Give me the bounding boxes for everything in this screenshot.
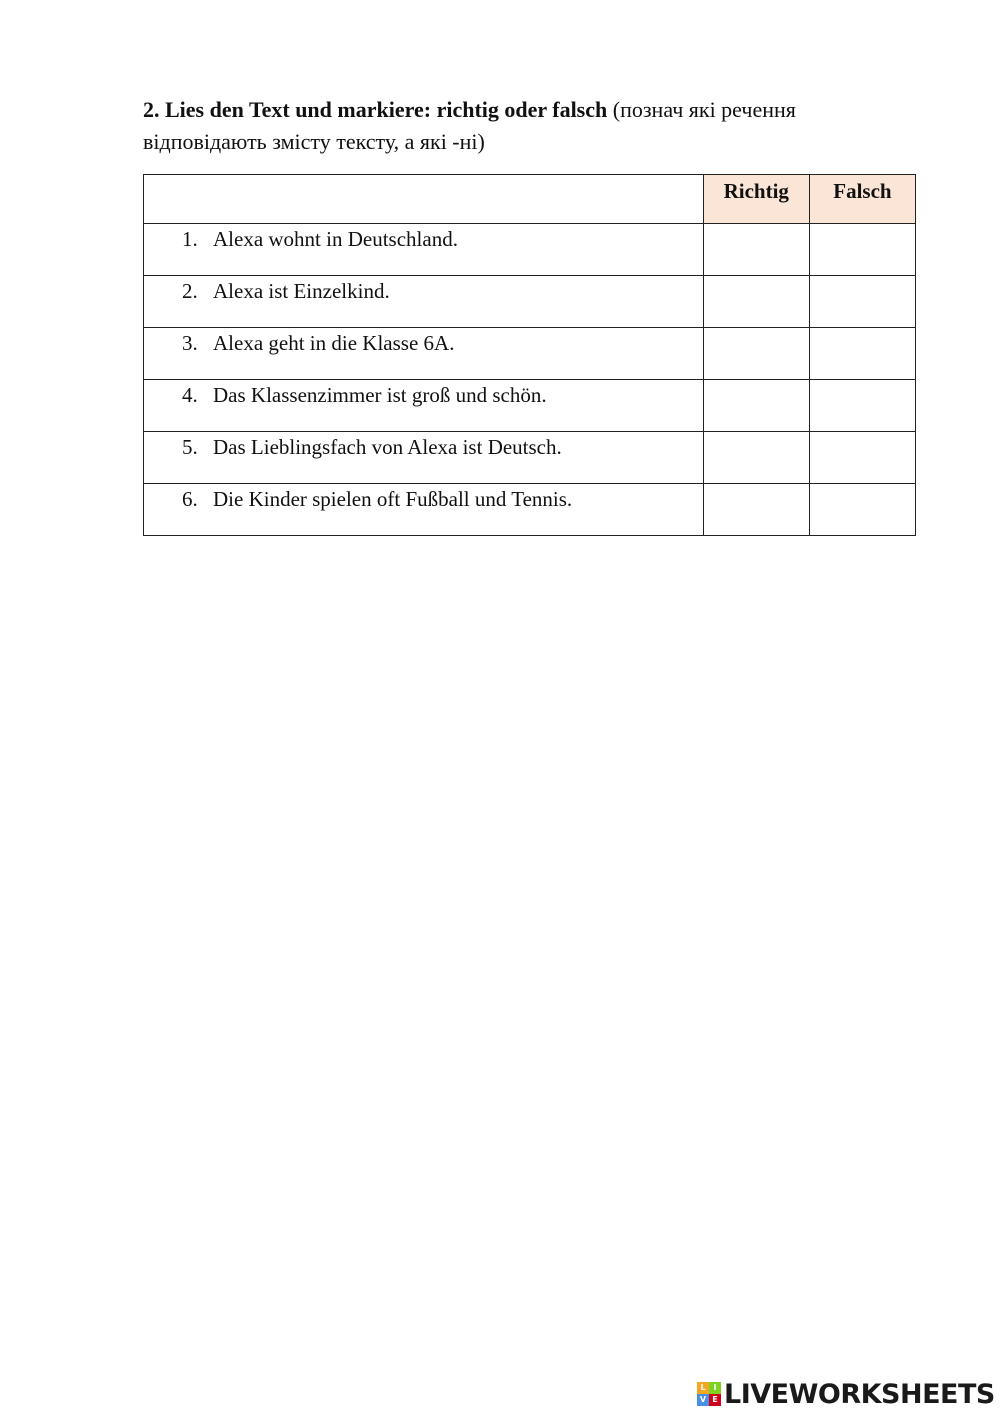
table-row [144, 484, 916, 536]
statement-text: Das Lieblingsfach von Alexa ist Deutsch. [213, 435, 562, 459]
statement-cell [144, 432, 704, 484]
falsch-answer-cell[interactable] [809, 328, 915, 380]
true-false-table [143, 174, 916, 536]
liveworksheets-logo-icon [697, 1382, 721, 1406]
statement-cell [144, 380, 704, 432]
table-header-row [144, 175, 916, 224]
exercise-instruction [143, 94, 903, 158]
richtig-answer-cell[interactable] [703, 432, 809, 484]
falsch-answer-cell[interactable] [809, 484, 915, 536]
richtig-answer-cell[interactable] [703, 224, 809, 276]
statement-text: Alexa geht in die Klasse 6A. [213, 331, 455, 355]
richtig-answer-cell[interactable] [703, 380, 809, 432]
statement-text: Die Kinder spielen oft Fußball und Tennis. [213, 487, 573, 511]
richtig-answer-cell[interactable] [703, 276, 809, 328]
falsch-answer-cell[interactable] [809, 224, 915, 276]
statement-cell [144, 276, 704, 328]
falsch-answer-cell[interactable] [809, 432, 915, 484]
logo-letter: E [709, 1394, 721, 1406]
statement-text: Alexa wohnt in Deutschland. [213, 227, 458, 251]
statement-number: 1. [182, 227, 198, 251]
statement-header [144, 175, 704, 224]
richtig-answer-cell[interactable] [703, 328, 809, 380]
logo-letter: V [697, 1394, 709, 1406]
brand-name: LIVEWORKSHEETS [724, 1378, 995, 1410]
table-row [144, 432, 916, 484]
falsch-answer-cell[interactable] [809, 380, 915, 432]
statement-cell [144, 484, 704, 536]
statement-number: 2. [182, 279, 198, 303]
logo-letter: L [697, 1382, 709, 1394]
statement-text: Das Klassenzimmer ist groß und schön. [213, 383, 547, 407]
falsch-answer-cell[interactable] [809, 276, 915, 328]
statement-number: 4. [182, 383, 198, 407]
falsch-header: Falsch [809, 175, 915, 224]
richtig-answer-cell[interactable] [703, 484, 809, 536]
instruction-title: 2. Lies den Text und markiere: richtig oder falsch [143, 97, 608, 122]
instruction-translation: (познач які речення відповідають змісту тексту, а які -ні) [143, 97, 796, 154]
statement-number: 6. [182, 487, 198, 511]
table-row [144, 224, 916, 276]
statement-number: 5. [182, 435, 198, 459]
table-row [144, 328, 916, 380]
statement-number: 3. [182, 331, 198, 355]
table-row [144, 276, 916, 328]
richtig-header: Richtig [703, 175, 809, 224]
logo-letter: I [709, 1382, 721, 1394]
statement-text: Alexa ist Einzelkind. [213, 279, 390, 303]
statement-cell [144, 224, 704, 276]
statement-cell [144, 328, 704, 380]
table-row [144, 380, 916, 432]
liveworksheets-brand [697, 1378, 995, 1410]
